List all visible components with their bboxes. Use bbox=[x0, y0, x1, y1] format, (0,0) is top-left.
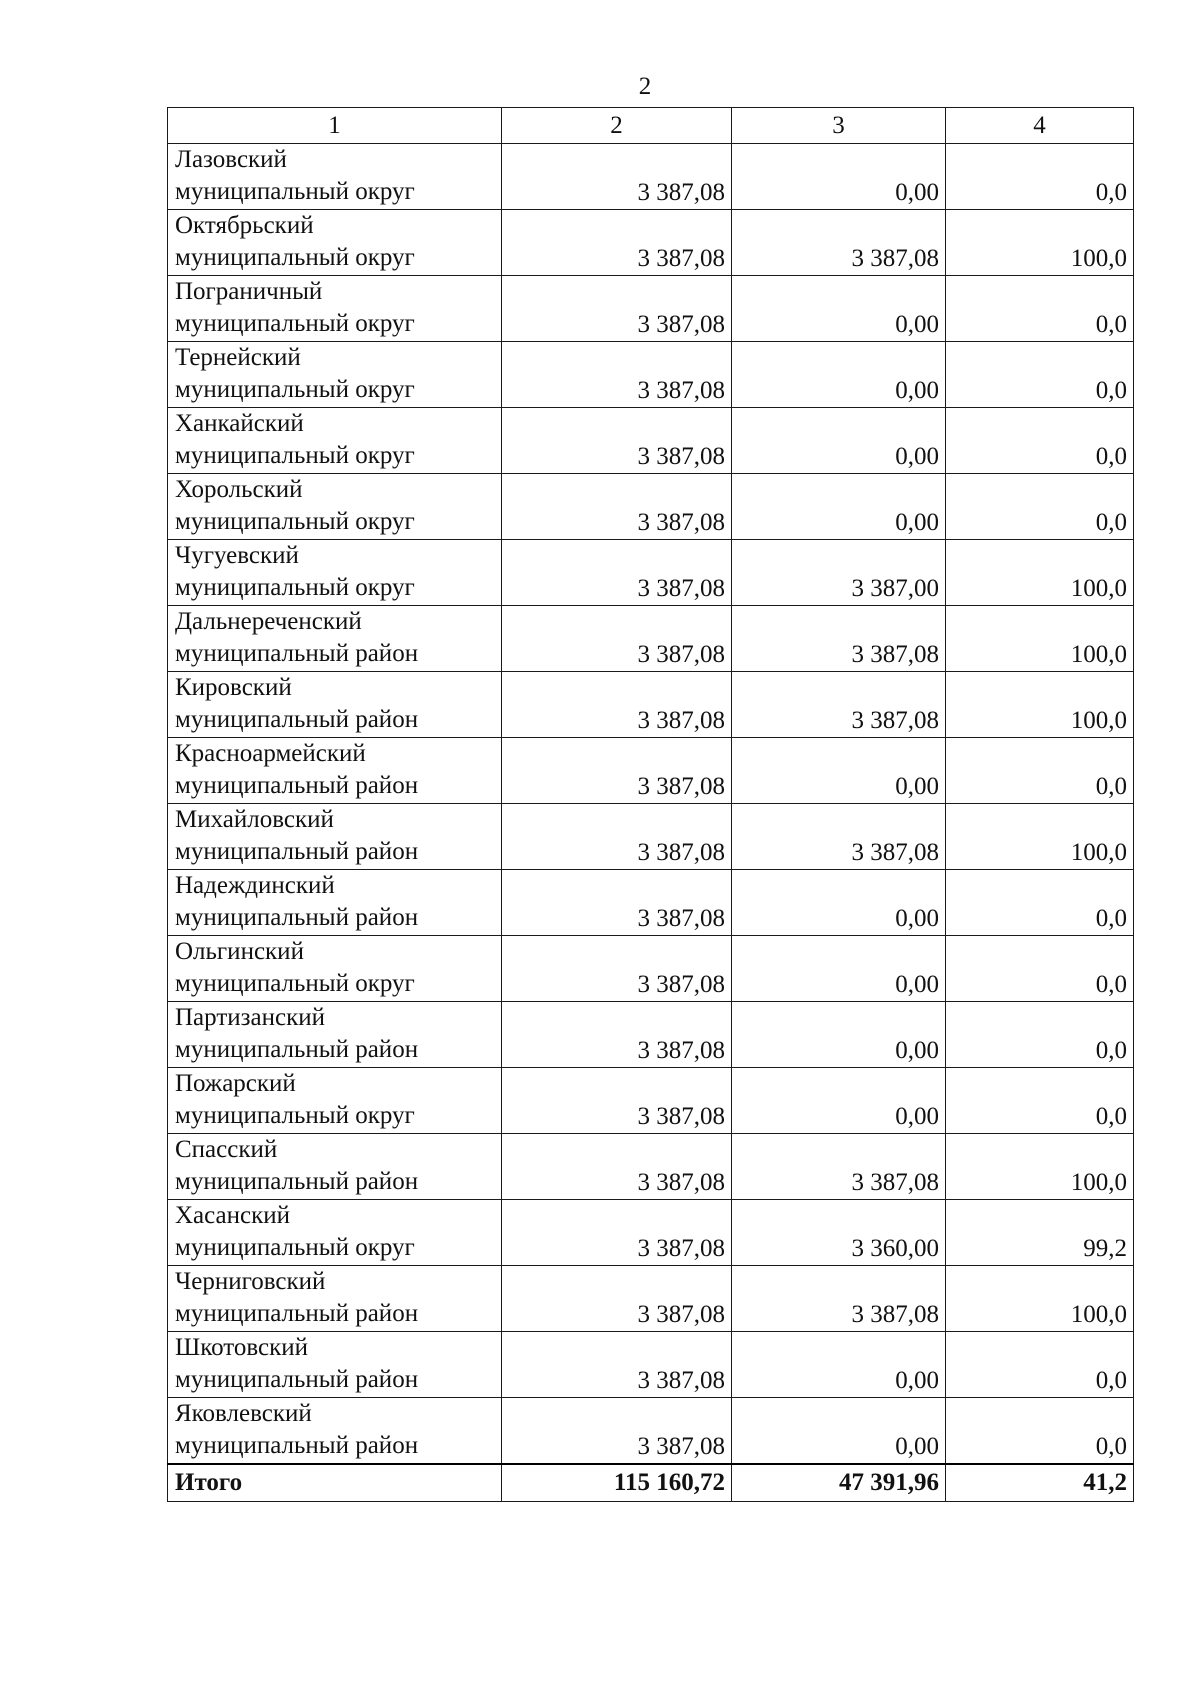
column-header-2: 2 bbox=[502, 108, 732, 144]
table-row bbox=[168, 1266, 1134, 1332]
municipality-type: муниципальный район bbox=[175, 838, 419, 865]
municipality-name-cell bbox=[168, 606, 502, 672]
value-cell-col-2: 3 387,08 bbox=[502, 1068, 732, 1134]
municipality-type: муниципальный округ bbox=[175, 1102, 415, 1129]
municipality-type: муниципальный округ bbox=[175, 178, 415, 205]
table-row bbox=[168, 1332, 1134, 1398]
table-row bbox=[168, 474, 1134, 540]
municipality-name: Кировский bbox=[175, 674, 292, 701]
municipality-name-cell bbox=[168, 1068, 502, 1134]
table-row bbox=[168, 870, 1134, 936]
municipality-name: Яковлевский bbox=[175, 1400, 312, 1427]
value-cell-col-3: 0,00 bbox=[732, 1002, 946, 1068]
value-cell-col-3: 0,00 bbox=[732, 144, 946, 210]
municipality-name: Чугуевский bbox=[175, 542, 299, 569]
page-number: 2 bbox=[638, 73, 652, 100]
value-cell-col-3: 3 387,08 bbox=[732, 606, 946, 672]
total-row bbox=[168, 1464, 1134, 1502]
municipality-name-cell bbox=[168, 870, 502, 936]
value-cell-col-4: 0,0 bbox=[946, 738, 1134, 804]
municipality-name: Ольгинский bbox=[175, 938, 304, 965]
municipality-type: муниципальный округ bbox=[175, 244, 415, 271]
municipality-name-cell bbox=[168, 672, 502, 738]
value-cell-col-4: 100,0 bbox=[946, 672, 1134, 738]
value-cell-col-4: 100,0 bbox=[946, 1134, 1134, 1200]
municipality-type: муниципальный район bbox=[175, 706, 419, 733]
table-row bbox=[168, 804, 1134, 870]
table-row bbox=[168, 1200, 1134, 1266]
table-row bbox=[168, 210, 1134, 276]
value-cell-col-3: 0,00 bbox=[732, 474, 946, 540]
municipality-name: Октябрьский bbox=[175, 212, 314, 239]
value-cell-col-3: 3 387,08 bbox=[732, 1134, 946, 1200]
value-cell-col-2: 3 387,08 bbox=[502, 1398, 732, 1465]
value-cell-col-2: 3 387,08 bbox=[502, 804, 732, 870]
value-cell-col-3: 0,00 bbox=[732, 1398, 946, 1465]
column-header-3: 3 bbox=[732, 108, 946, 144]
value-cell-col-4: 0,0 bbox=[946, 276, 1134, 342]
value-cell-col-3: 3 387,08 bbox=[732, 804, 946, 870]
table-row bbox=[168, 738, 1134, 804]
municipality-name: Пожарский bbox=[175, 1070, 296, 1097]
value-cell-col-2: 3 387,08 bbox=[502, 1200, 732, 1266]
value-cell-col-2: 3 387,08 bbox=[502, 408, 732, 474]
value-cell-col-3: 0,00 bbox=[732, 1332, 946, 1398]
municipality-type: муниципальный округ bbox=[175, 310, 415, 337]
table-row bbox=[168, 1134, 1134, 1200]
municipality-type: муниципальный район bbox=[175, 640, 419, 667]
municipality-name-cell bbox=[168, 936, 502, 1002]
value-cell-col-2: 3 387,08 bbox=[502, 342, 732, 408]
municipality-name-cell bbox=[168, 408, 502, 474]
allocation-table bbox=[167, 107, 1134, 1502]
municipality-name-cell bbox=[168, 1200, 502, 1266]
municipality-name-cell bbox=[168, 210, 502, 276]
value-cell-col-3: 3 360,00 bbox=[732, 1200, 946, 1266]
municipality-name-cell bbox=[168, 540, 502, 606]
value-cell-col-4: 100,0 bbox=[946, 540, 1134, 606]
municipality-name: Черниговский bbox=[175, 1268, 326, 1295]
municipality-type: муниципальный район bbox=[175, 1300, 419, 1327]
value-cell-col-4: 0,0 bbox=[946, 1398, 1134, 1465]
value-cell-col-4: 0,0 bbox=[946, 870, 1134, 936]
value-cell-col-3: 0,00 bbox=[732, 870, 946, 936]
value-cell-col-3: 3 387,08 bbox=[732, 672, 946, 738]
value-cell-col-2: 3 387,08 bbox=[502, 1332, 732, 1398]
municipality-name-cell bbox=[168, 1332, 502, 1398]
value-cell-col-4: 0,0 bbox=[946, 1068, 1134, 1134]
table-row bbox=[168, 936, 1134, 1002]
value-cell-col-2: 3 387,08 bbox=[502, 870, 732, 936]
municipality-type: муниципальный округ bbox=[175, 574, 415, 601]
table-row bbox=[168, 1398, 1134, 1465]
value-cell-col-2: 3 387,08 bbox=[502, 672, 732, 738]
municipality-name: Дальнереченский bbox=[175, 608, 362, 635]
value-cell-col-3: 3 387,00 bbox=[732, 540, 946, 606]
value-cell-col-4: 0,0 bbox=[946, 144, 1134, 210]
value-cell-col-3: 3 387,08 bbox=[732, 210, 946, 276]
municipality-name-cell bbox=[168, 1134, 502, 1200]
value-cell-col-2: 3 387,08 bbox=[502, 936, 732, 1002]
table-row bbox=[168, 1068, 1134, 1134]
value-cell-col-2: 3 387,08 bbox=[502, 474, 732, 540]
total-col-2: 115 160,72 bbox=[502, 1464, 732, 1502]
municipality-name: Хорольский bbox=[175, 476, 303, 503]
value-cell-col-3: 0,00 bbox=[732, 342, 946, 408]
value-cell-col-4: 100,0 bbox=[946, 606, 1134, 672]
municipality-name-cell bbox=[168, 276, 502, 342]
municipality-name: Партизанский bbox=[175, 1004, 325, 1031]
municipality-name: Хасанский bbox=[175, 1202, 291, 1229]
municipality-name: Ханкайский bbox=[175, 410, 304, 437]
value-cell-col-2: 3 387,08 bbox=[502, 1002, 732, 1068]
value-cell-col-2: 3 387,08 bbox=[502, 144, 732, 210]
municipality-type: муниципальный район bbox=[175, 1036, 419, 1063]
value-cell-col-2: 3 387,08 bbox=[502, 1134, 732, 1200]
value-cell-col-4: 99,2 bbox=[946, 1200, 1134, 1266]
table-row bbox=[168, 606, 1134, 672]
column-header-4: 4 bbox=[946, 108, 1134, 144]
municipality-name: Пограничный bbox=[175, 278, 323, 305]
municipality-name: Шкотовский bbox=[175, 1334, 309, 1361]
value-cell-col-4: 0,0 bbox=[946, 1332, 1134, 1398]
value-cell-col-3: 3 387,08 bbox=[732, 1266, 946, 1332]
value-cell-col-4: 0,0 bbox=[946, 408, 1134, 474]
municipality-name-cell bbox=[168, 342, 502, 408]
municipality-name: Спасский bbox=[175, 1136, 278, 1163]
table-row bbox=[168, 276, 1134, 342]
municipality-name-cell bbox=[168, 804, 502, 870]
municipality-type: муниципальный район bbox=[175, 904, 419, 931]
table-row bbox=[168, 144, 1134, 210]
table-row bbox=[168, 1002, 1134, 1068]
value-cell-col-2: 3 387,08 bbox=[502, 606, 732, 672]
municipality-name-cell bbox=[168, 144, 502, 210]
value-cell-col-2: 3 387,08 bbox=[502, 210, 732, 276]
municipality-name-cell bbox=[168, 738, 502, 804]
municipality-type: муниципальный округ bbox=[175, 508, 415, 535]
value-cell-col-3: 0,00 bbox=[732, 408, 946, 474]
value-cell-col-3: 0,00 bbox=[732, 276, 946, 342]
municipality-type: муниципальный округ bbox=[175, 376, 415, 403]
value-cell-col-4: 0,0 bbox=[946, 936, 1134, 1002]
value-cell-col-4: 0,0 bbox=[946, 1002, 1134, 1068]
municipality-name-cell bbox=[168, 1398, 502, 1465]
total-col-4: 41,2 bbox=[946, 1464, 1134, 1502]
value-cell-col-2: 3 387,08 bbox=[502, 738, 732, 804]
total-label: Итого bbox=[168, 1464, 502, 1502]
value-cell-col-3: 0,00 bbox=[732, 1068, 946, 1134]
value-cell-col-3: 0,00 bbox=[732, 738, 946, 804]
municipality-name-cell bbox=[168, 1266, 502, 1332]
value-cell-col-2: 3 387,08 bbox=[502, 1266, 732, 1332]
value-cell-col-4: 0,0 bbox=[946, 342, 1134, 408]
municipality-type: муниципальный район bbox=[175, 1432, 419, 1459]
value-cell-col-4: 100,0 bbox=[946, 804, 1134, 870]
column-header-1: 1 bbox=[168, 108, 502, 144]
value-cell-col-2: 3 387,08 bbox=[502, 540, 732, 606]
municipality-name-cell bbox=[168, 474, 502, 540]
value-cell-col-4: 100,0 bbox=[946, 1266, 1134, 1332]
value-cell-col-4: 100,0 bbox=[946, 210, 1134, 276]
municipality-name-cell bbox=[168, 1002, 502, 1068]
value-cell-col-4: 0,0 bbox=[946, 474, 1134, 540]
municipality-name: Михайловский bbox=[175, 806, 334, 833]
municipality-type: муниципальный округ bbox=[175, 442, 415, 469]
municipality-name: Красноармейский bbox=[175, 740, 366, 767]
municipality-name: Надеждинский bbox=[175, 872, 335, 899]
header-row bbox=[168, 108, 1134, 144]
municipality-name: Тернейский bbox=[175, 344, 301, 371]
total-col-3: 47 391,96 bbox=[732, 1464, 946, 1502]
municipality-name: Лазовский bbox=[175, 146, 287, 173]
value-cell-col-3: 0,00 bbox=[732, 936, 946, 1002]
table-row bbox=[168, 408, 1134, 474]
value-cell-col-2: 3 387,08 bbox=[502, 276, 732, 342]
table-row bbox=[168, 540, 1134, 606]
municipality-type: муниципальный округ bbox=[175, 970, 415, 997]
municipality-type: муниципальный район bbox=[175, 1366, 419, 1393]
table-row bbox=[168, 672, 1134, 738]
table-row bbox=[168, 342, 1134, 408]
municipality-type: муниципальный округ bbox=[175, 1234, 415, 1261]
municipality-type: муниципальный район bbox=[175, 772, 419, 799]
municipality-type: муниципальный район bbox=[175, 1168, 419, 1195]
